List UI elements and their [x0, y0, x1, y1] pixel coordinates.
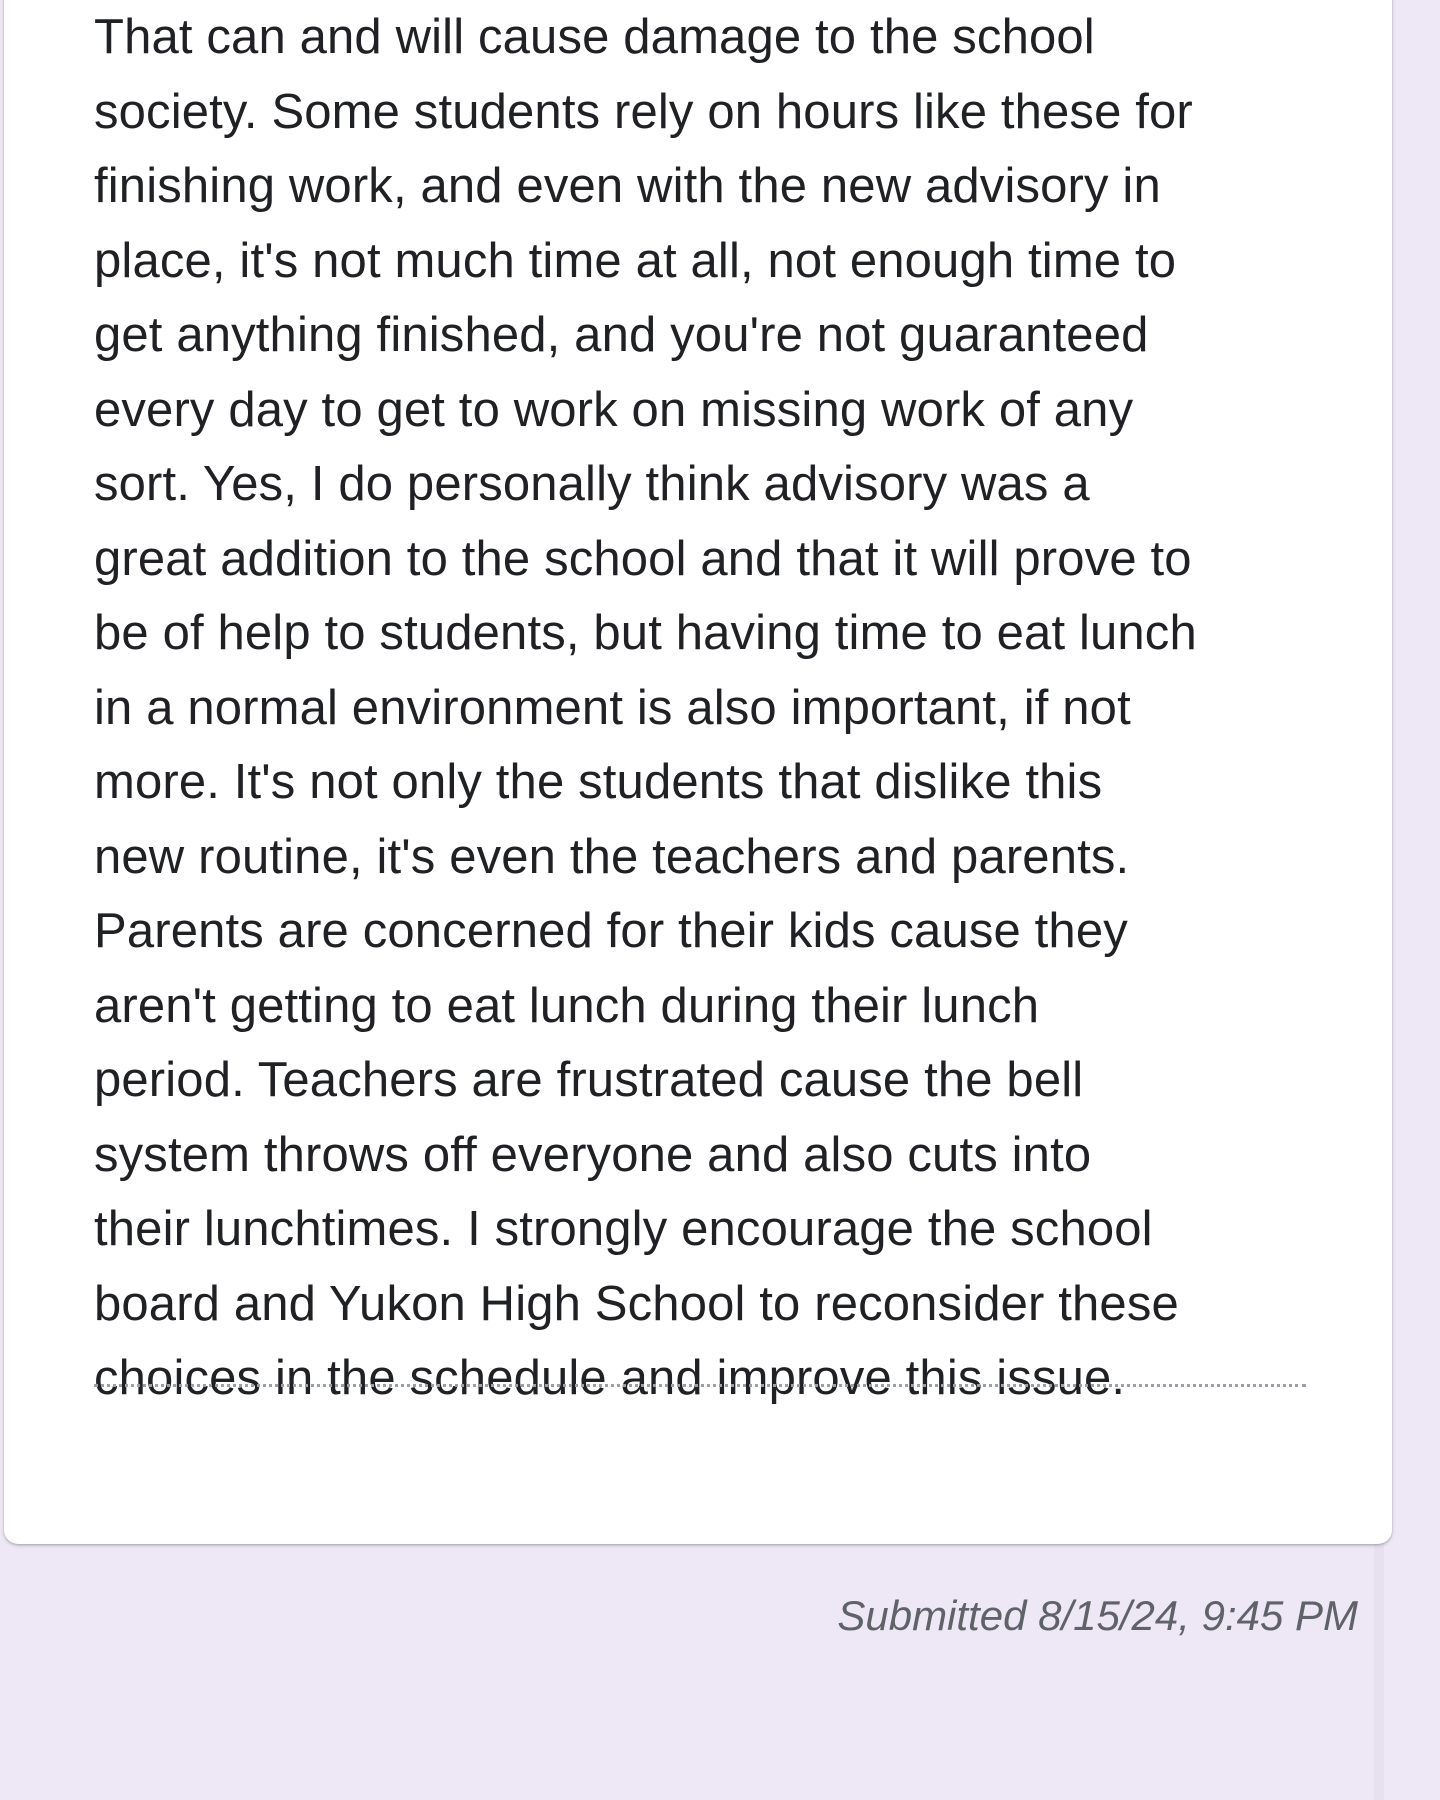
submitted-timestamp: Submitted 8/15/24, 9:45 PM	[837, 1592, 1358, 1639]
response-answer-text: That can and will cause damage to the school society. Some students rely on hours like these for finishing work, and even with the new advisory in place, it's not much time at all, not enough time to get anything finished, and you're not guaranteed every day to get to work on missing work of any sort. Yes, I do personally think advisory was a great addition to the school and that it will prove to be of help to students, but having time to eat lunch in a normal environment is also important, if not more. It's not only the students that dislike this new routine, it's even the teachers and parents. Parents are concerned for their kids cause they aren't getting to eat lunch during their lunch period. Teachers are frustrated cause the bell system throws off everyone and also cuts into their lunchtimes. I strongly encourage the school board and Yukon High School to reconsider these choices in the schedule and improve this issue.	[94, 10, 1197, 1405]
answer-underline-divider	[94, 1384, 1306, 1387]
response-card	[4, 0, 1392, 1544]
